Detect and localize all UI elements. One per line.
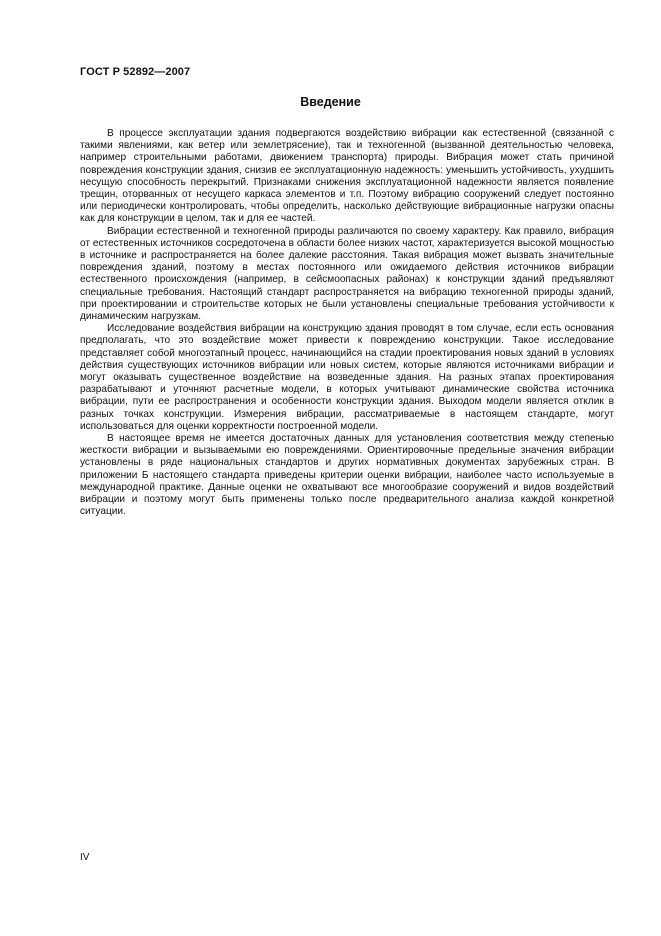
body-text	[80, 128, 614, 519]
page-number: IV	[80, 852, 90, 863]
paragraph-2: Вибрации естественной и техногенной природы различаются по своему характеру. Как правило, вибрация от естественных источников сосредоточена в области более низких частот, характеризуется высокой мощностью в источнике и распространяется на более далекие расстояния. Такая вибрация может вызвать значительные повреждения зданий, поэтому в местах постоянного или ожидаемого действия источников вибрации естественного происхождения (например, в сейсмоопасных районах) к конструкции зданий предъявляют специальные требования. Настоящий стандарт распространяется на вибрацию техногенной природы зданий, при проектировании и строительстве которых не были установлены специальные требования устойчивости к динамическим нагрузкам.	[80, 225, 614, 323]
document-code-header: ГОСТ Р 52892—2007	[80, 66, 191, 78]
paragraph-1: В процессе эксплуатации здания подвергаются воздействию вибрации как естественной (связанной с такими явлениями, как ветер или землетрясение), так и техногенной (вызванной деятельностью человека, например строительными работами, движением транспорта) природы. Вибрация может стать причиной повреждения конструкции здания, снизив ее эксплуатационную надежность: уменьшить устойчивость, ухудшить несущую способность перекрытий. Признаками снижения эксплуатационной надежности является появление трещин, оторванных от несущего каркаса элементов и т.п. Поэтому вибрацию сооружений следует постоянно или периодически контролировать, чтобы определить, насколько действующие вибрационные нагрузки опасны как для конструкции в целом, так и для ее частей.	[80, 128, 614, 225]
paragraph-4: В настоящее время не имеется достаточных данных для установления соответствия между степенью жесткости вибрации и вызываемыми ею повреждениями. Ориентировочные предельные значения вибрации установлены в ряде национальных стандартов и других нормативных документах зарубежных стран. В приложении Б настоящего стандарта приведены критерии оценки вибрации, наиболее часто используемые в международной практике. Данные оценки не охватывают все многообразие сооружений и видов воздействий вибрации и поэтому могут быть применены только после предварительного анализа каждой конкретной ситуации.	[80, 433, 614, 518]
paragraph-3: Исследование воздействия вибрации на конструкцию здания проводят в том случае, если есть основания предполагать, что это воздействие может привести к повреждению конструкции. Такое исследование представляет собой многоэтапный процесс, начинающийся на стадии проектирования новых зданий в условиях действия существующих источников вибрации или новых систем, которые являются источниками вибрации и могут оказывать существенное воздействие на возведенные здания. На разных этапах проектирования разрабатывают и уточняют расчетные модели, в которых учитывают динамические свойства источника вибрации, пути ее распространения и особенности конструкции здания. Выходом модели является отклик в разных точках конструкции. Измерения вибрации, рассматриваемые в настоящем стандарте, могут использоваться для оценки корректности построенной модели.	[80, 323, 614, 432]
section-title: Введение	[300, 95, 361, 109]
